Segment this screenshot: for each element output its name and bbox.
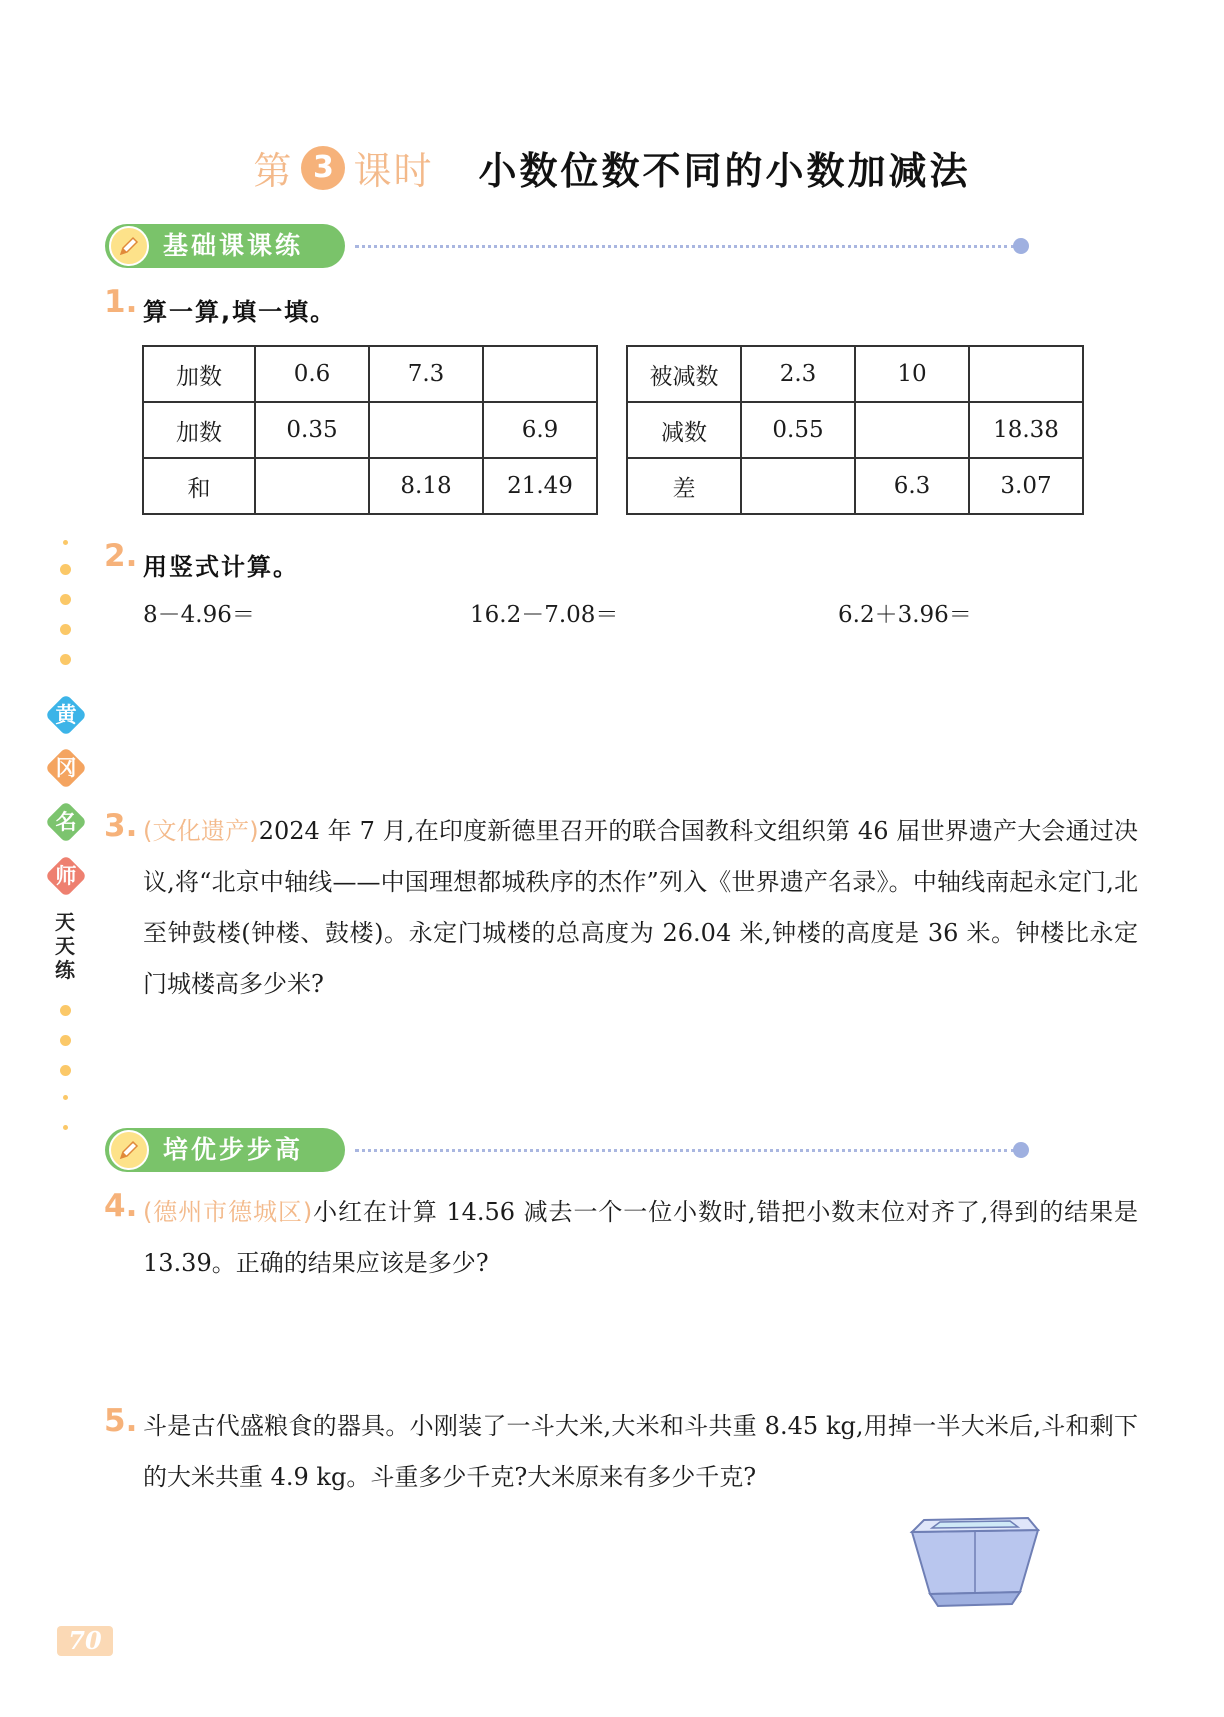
lesson-suffix: 课时 [353, 149, 434, 193]
table-cell: 差 [627, 458, 741, 514]
table-row [143, 458, 597, 514]
question-prompt: 用竖式计算。 [143, 553, 299, 581]
question-number: 4. [104, 1188, 138, 1224]
lesson-title [0, 140, 1224, 195]
dot-end-icon [1013, 1142, 1029, 1158]
pencil-icon [109, 1130, 149, 1170]
table-cell: 6.3 [855, 458, 969, 514]
table-row [143, 346, 597, 402]
table-cell: 0.35 [255, 402, 369, 458]
table-cell: 18.38 [969, 402, 1083, 458]
question-text [143, 1401, 1138, 1503]
dou-vessel-illustration [900, 1512, 1050, 1612]
lesson-prefix: 第 [253, 149, 294, 193]
section-title-advanced: 培优步步高 [163, 1135, 304, 1164]
table-row [143, 402, 597, 458]
table-cell[interactable] [255, 458, 369, 514]
table-cell: 8.18 [369, 458, 483, 514]
side-decoration [44, 540, 84, 1140]
table-row [627, 458, 1083, 514]
table-cell: 0.6 [255, 346, 369, 402]
question-number: 3. [104, 808, 138, 844]
pencil-icon [109, 226, 149, 266]
addition-table [142, 345, 598, 515]
lesson-number-badge: 3 [301, 146, 345, 190]
expression-row [143, 596, 1043, 636]
table-cell[interactable] [741, 458, 855, 514]
table-cell: 21.49 [483, 458, 597, 514]
badge-shi: 师 [46, 856, 86, 896]
table-cell[interactable] [855, 402, 969, 458]
question-number: 5. [104, 1403, 138, 1439]
table-cell: 加数 [143, 402, 255, 458]
dotted-rule [355, 1149, 1015, 1152]
section-banner-basic [105, 224, 1035, 268]
question-body: 2024 年 7 月,在印度新德里召开的联合国教科文组织第 46 届世界遗产大会通过决议,将“北京中轴线——中国理想都城秩序的杰作”列入《世界遗产名录》。中轴线南起永定门,北至钟鼓楼(钟楼、鼓楼)。永定门城楼的总高度为 26.04 米,钟楼的高度是 36 米。钟楼比永定门城楼高多少米? [143, 817, 1138, 998]
table-cell: 7.3 [369, 346, 483, 402]
table-cell: 10 [855, 346, 969, 402]
section-banner-advanced [105, 1128, 1035, 1172]
question-text [143, 1187, 1138, 1289]
table-cell: 被减数 [627, 346, 741, 402]
page-number: 70 [57, 1626, 113, 1656]
table-cell: 和 [143, 458, 255, 514]
source-tag: (德州市德城区) [143, 1198, 313, 1226]
table-cell[interactable] [969, 346, 1083, 402]
badge-ming: 名 [46, 802, 86, 842]
table-cell: 减数 [627, 402, 741, 458]
badge-gang: 冈 [46, 748, 86, 788]
question-number: 1. [104, 284, 138, 320]
expression: 16.2－7.08＝ [470, 602, 619, 628]
question-text [143, 806, 1138, 1010]
table-cell: 3.07 [969, 458, 1083, 514]
table-cell: 加数 [143, 346, 255, 402]
vertical-caption: 天 天 练 [55, 910, 75, 982]
dotted-rule [355, 245, 1015, 248]
table-row [627, 346, 1083, 402]
question-body: 斗是古代盛粮食的器具。小刚装了一斗大米,大米和斗共重 8.45 kg,用掉一半大米后,斗和剩下的大米共重 4.9 kg。斗重多少千克?大米原来有多少千克? [143, 1412, 1138, 1491]
table-cell[interactable] [483, 346, 597, 402]
table-cell: 2.3 [741, 346, 855, 402]
dot-end-icon [1013, 238, 1029, 254]
question-prompt: 算一算,填一填。 [143, 298, 337, 326]
question-body: 小红在计算 14.56 减去一个一位小数时,错把小数末位对齐了,得到的结果是 13.39。正确的结果应该是多少? [143, 1198, 1138, 1277]
table-row [627, 402, 1083, 458]
source-tag: (文化遗产) [143, 817, 259, 845]
question-number: 2. [104, 538, 138, 574]
page-title: 小数位数不同的小数加减法 [478, 149, 971, 193]
badge-huang: 黄 [46, 695, 86, 735]
subtraction-table [626, 345, 1084, 515]
expression: 6.2＋3.96＝ [838, 602, 972, 628]
table-cell[interactable] [369, 402, 483, 458]
expression: 8－4.96＝ [143, 602, 255, 628]
table-cell: 6.9 [483, 402, 597, 458]
table-cell: 0.55 [741, 402, 855, 458]
section-title-basic: 基础课课练 [163, 231, 304, 260]
